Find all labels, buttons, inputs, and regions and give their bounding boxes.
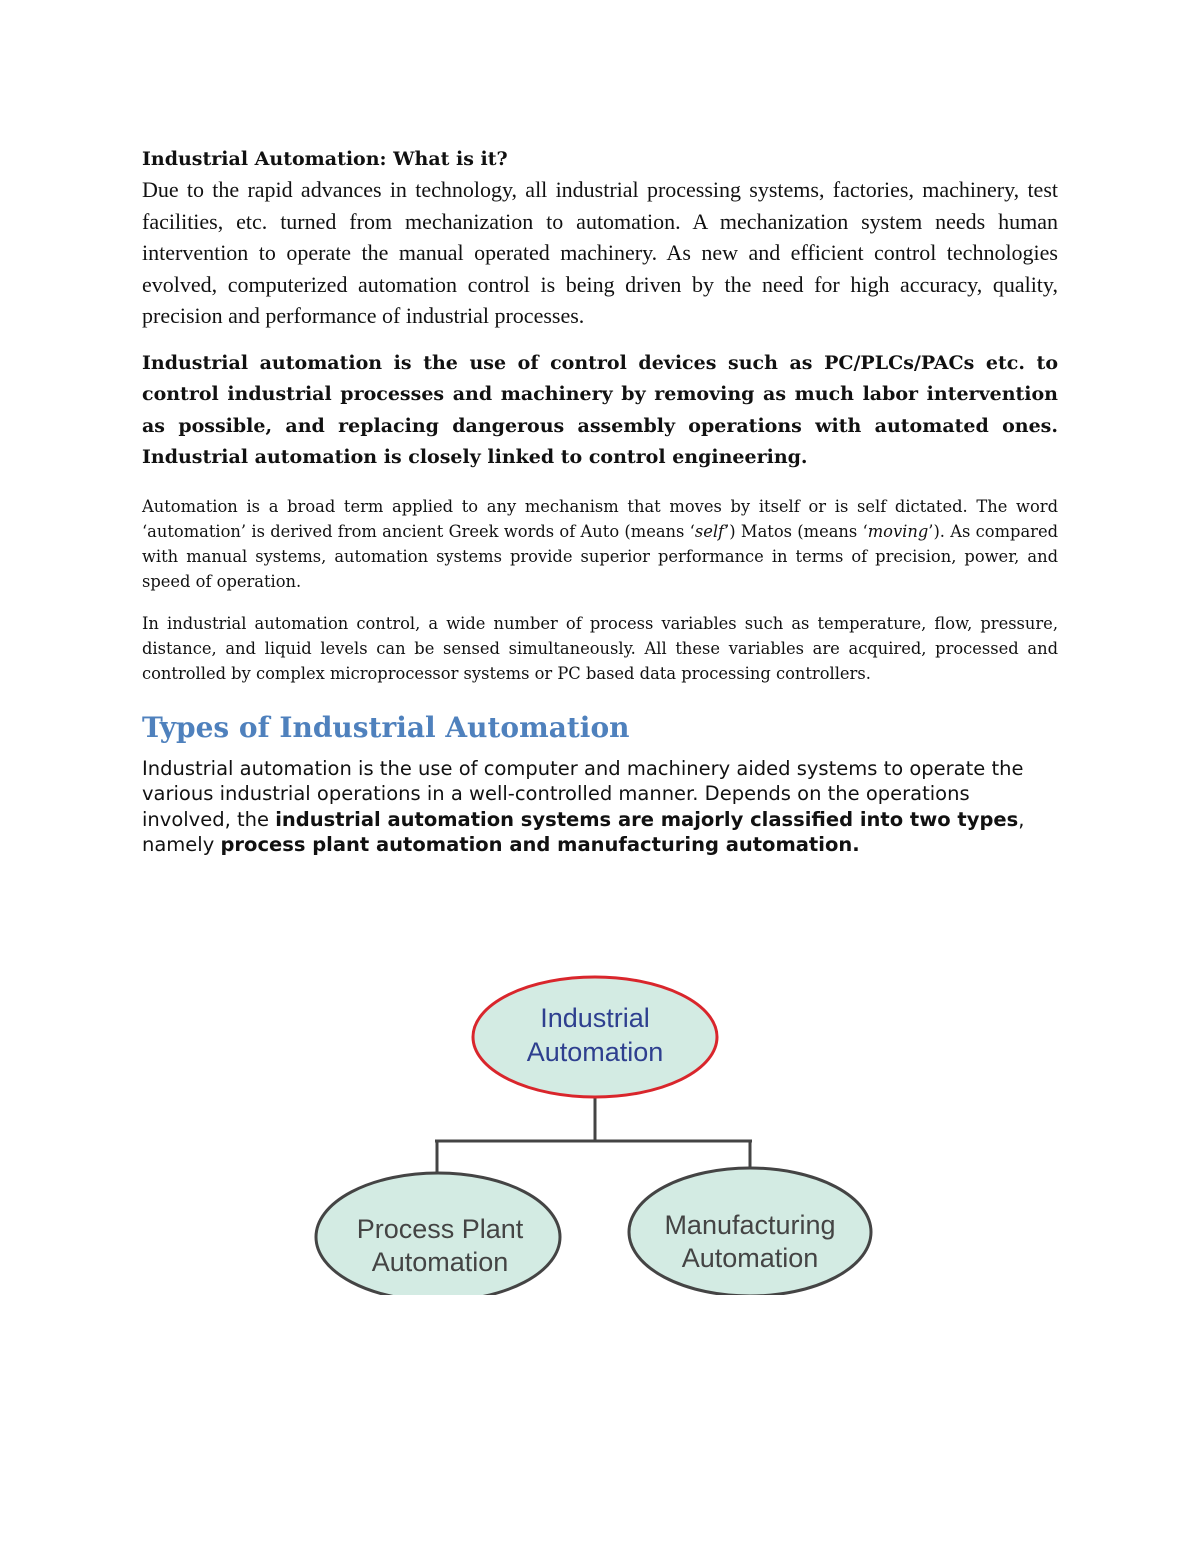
manufacturing-label-2: Automation	[681, 1243, 819, 1273]
document-page	[142, 144, 1058, 858]
automation-types-diagram	[300, 975, 900, 1295]
manufacturing-label-1: Manufacturing	[664, 1210, 836, 1240]
process-plant-label-1: Process Plant	[356, 1214, 524, 1244]
types-paragraph: Industrial automation is the use of computer and machinery aided systems to operate the various industrial operations in a well-controlled manner. Depends on the operations involved, the industrial automation systems are majorly classified into two types, namely process plant automation and manufacturing automation.	[142, 756, 1025, 856]
italic-self: self	[694, 521, 725, 541]
etymology-paragraph: Automation is a broad term applied to any mechanism that moves by itself or is self dictated. The word ‘automation’ is derived from ancient Greek words of Auto (means ‘self’) Matos (means ‘moving’). As compared with manual systems, automation systems provide superior performance in terms of precision, power, and speed of operation.	[142, 496, 1059, 591]
section-heading: Industrial Automation: What is it?	[142, 148, 508, 170]
root-node-label-2: Automation	[526, 1037, 664, 1067]
types-heading: Types of Industrial Automation	[142, 710, 630, 744]
root-node-label-1: Industrial	[540, 1003, 650, 1033]
process-plant-label-2: Automation	[371, 1247, 509, 1277]
definition-paragraph: Industrial automation is the use of control devices such as PC/PLCs/PACs etc. to control industrial processes and machinery by removing as much labor intervention as possible, and replacing dangerous assembly operations with automated ones. Industrial automation is closely linked to control engineering.	[142, 351, 1058, 468]
process-variables-paragraph: In industrial automation control, a wide number of process variables such as temperature, flow, pressure, distance, and liquid levels can be sensed simultaneously. All these variables are acquired, processed and controlled by complex microprocessor systems or PC based data processing controllers.	[142, 613, 1058, 683]
italic-moving: moving	[867, 521, 929, 541]
intro-paragraph: Due to the rapid advances in technology, all industrial processing systems, factories, machinery, test facilities, etc. turned from mechanization to automation. A mechanization system needs human intervention to operate the manual operated machinery. As new and efficient control technologies evolved, computerized automation control is being driven by the need for high accuracy, quality, precision and performance of industrial processes.	[142, 177, 1058, 328]
